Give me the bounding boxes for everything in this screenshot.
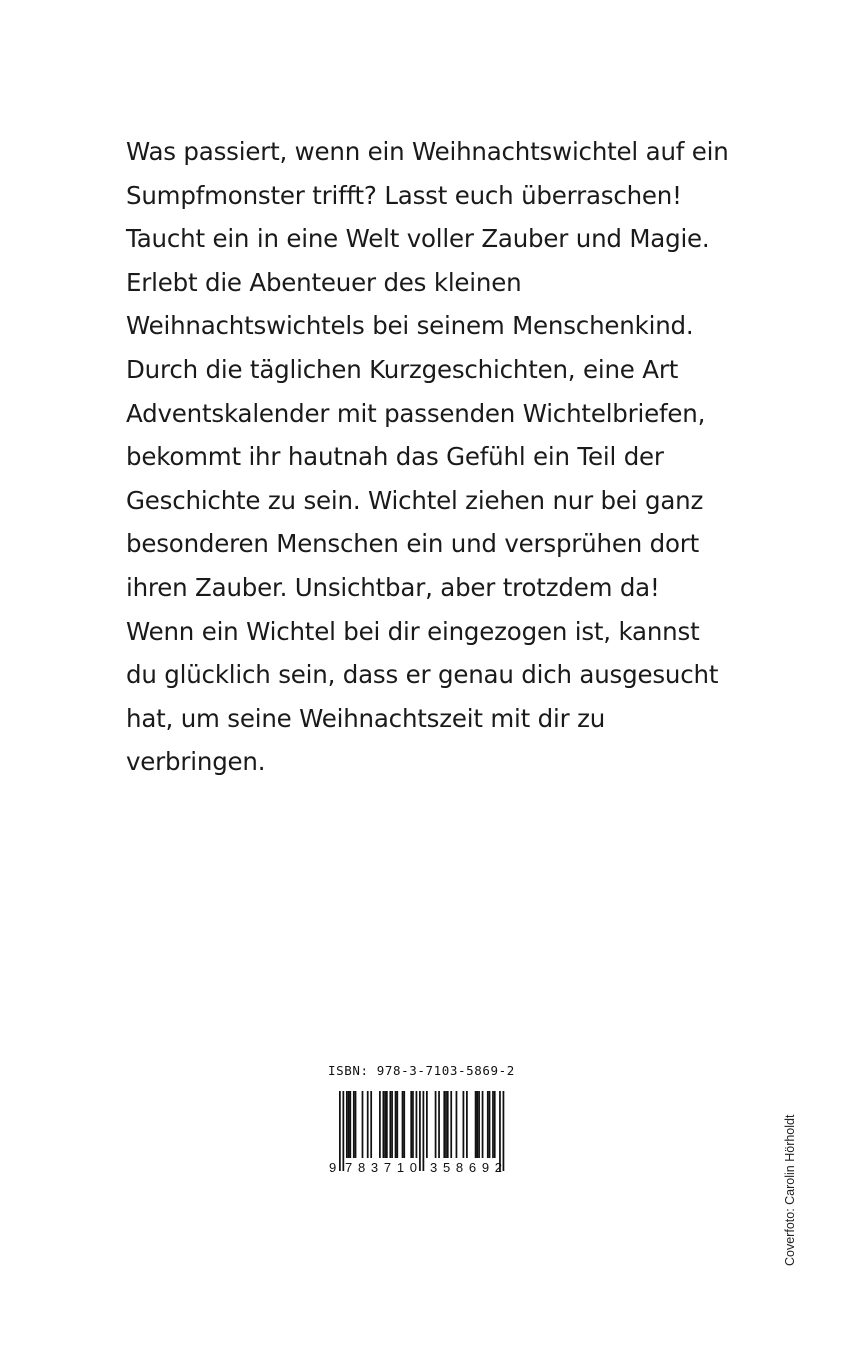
barcode-bar <box>476 1091 478 1158</box>
barcode <box>328 1091 508 1175</box>
barcode-bar <box>353 1091 355 1158</box>
barcode-bar <box>438 1091 440 1158</box>
barcode-bar <box>445 1091 447 1158</box>
barcode-left-digits: 783710 <box>345 1160 417 1175</box>
blurb-line: Geschichte zu sein. Wichtel ziehen nur bei ganz <box>126 485 704 515</box>
barcode-bar <box>456 1091 458 1158</box>
blurb-line: ihren Zauber. Unsichtbar, aber trotzdem da! <box>126 572 660 602</box>
blurb-line: du glücklich sein, dass er genau dich ausgesucht <box>126 660 719 690</box>
barcode-bar <box>443 1091 445 1158</box>
cover-photo-credit: Coverfoto: Carolin Hörholdt <box>783 1114 797 1266</box>
barcode-bar <box>370 1091 372 1158</box>
barcode-bar <box>402 1091 404 1158</box>
barcode-guard-bar <box>339 1091 341 1171</box>
barcode-bar <box>348 1091 350 1158</box>
blurb-line: Durch die täglichen Kurzgeschichten, eine Art <box>126 354 679 384</box>
barcode-bar <box>395 1091 397 1158</box>
barcode-bar <box>478 1091 480 1158</box>
barcode-bar <box>384 1091 386 1158</box>
barcode-bar <box>489 1091 491 1158</box>
barcode-bar <box>435 1091 437 1158</box>
blurb-line: Erlebt die Abenteuer des kleinen <box>126 267 522 297</box>
barcode-bar <box>367 1091 369 1158</box>
barcode-bar <box>463 1091 465 1158</box>
barcode-guard-bar <box>503 1091 505 1171</box>
barcode-bars <box>339 1091 504 1171</box>
barcode-bar <box>494 1091 496 1158</box>
barcode-guard-bar <box>342 1091 344 1171</box>
back-cover-blurb <box>126 130 766 784</box>
blurb-line: besonderen Menschen ein und versprühen dort <box>126 529 700 559</box>
barcode-bar <box>346 1091 348 1158</box>
barcode-right-digits: 358692 <box>430 1160 502 1175</box>
barcode-bar <box>379 1091 381 1158</box>
barcode-bar <box>492 1091 494 1158</box>
barcode-bar <box>362 1091 364 1158</box>
blurb-line: Wenn ein Wichtel bei dir eingezogen ist, kannst <box>126 616 700 646</box>
blurb-line: Adventskalender mit passenden Wichtelbriefen, <box>126 398 706 428</box>
blurb-line: Weihnachtswichtels bei seinem Menschenkind. <box>126 311 694 341</box>
barcode-guard-bar <box>419 1091 421 1171</box>
barcode-lead-digit: 9 <box>329 1160 337 1175</box>
barcode-bar <box>383 1091 385 1158</box>
blurb-line: Was passiert, wenn ein Weihnachtswichtel auf ein <box>126 137 729 166</box>
isbn-barcode-block <box>328 1063 528 1183</box>
barcode-guard-bar <box>423 1091 425 1171</box>
barcode-bar <box>386 1091 388 1158</box>
blurb-line: bekommt ihr hautnah das Gefühl ein Teil der <box>126 442 664 472</box>
barcode-bar <box>349 1091 351 1158</box>
barcode-guard-bar <box>499 1091 501 1171</box>
blurb-line: hat, um seine Weihnachtszeit mit dir zu <box>126 703 606 733</box>
blurb-line: verbringen. <box>126 747 266 777</box>
barcode-bar <box>396 1091 398 1158</box>
barcode-bar <box>482 1091 484 1158</box>
barcode-bar <box>391 1091 393 1158</box>
blurb-line: Sumpfmonster trifft? Lasst euch überraschen! <box>126 180 682 210</box>
isbn-label: ISBN: 978-3-7103-5869-2 <box>328 1063 515 1078</box>
barcode-bar <box>403 1091 405 1158</box>
barcode-bar <box>466 1091 468 1158</box>
barcode-bar <box>475 1091 477 1158</box>
barcode-bar <box>389 1091 391 1158</box>
barcode-bar <box>426 1091 428 1158</box>
barcode-bar <box>412 1091 414 1158</box>
barcode-bar <box>450 1091 452 1158</box>
barcode-bar <box>410 1091 412 1158</box>
barcode-bar <box>447 1091 449 1158</box>
barcode-bar <box>487 1091 489 1158</box>
barcode-bar <box>355 1091 357 1158</box>
blurb-line: Taucht ein in eine Welt voller Zauber und Magie. <box>126 224 710 254</box>
barcode-bar <box>416 1091 418 1158</box>
